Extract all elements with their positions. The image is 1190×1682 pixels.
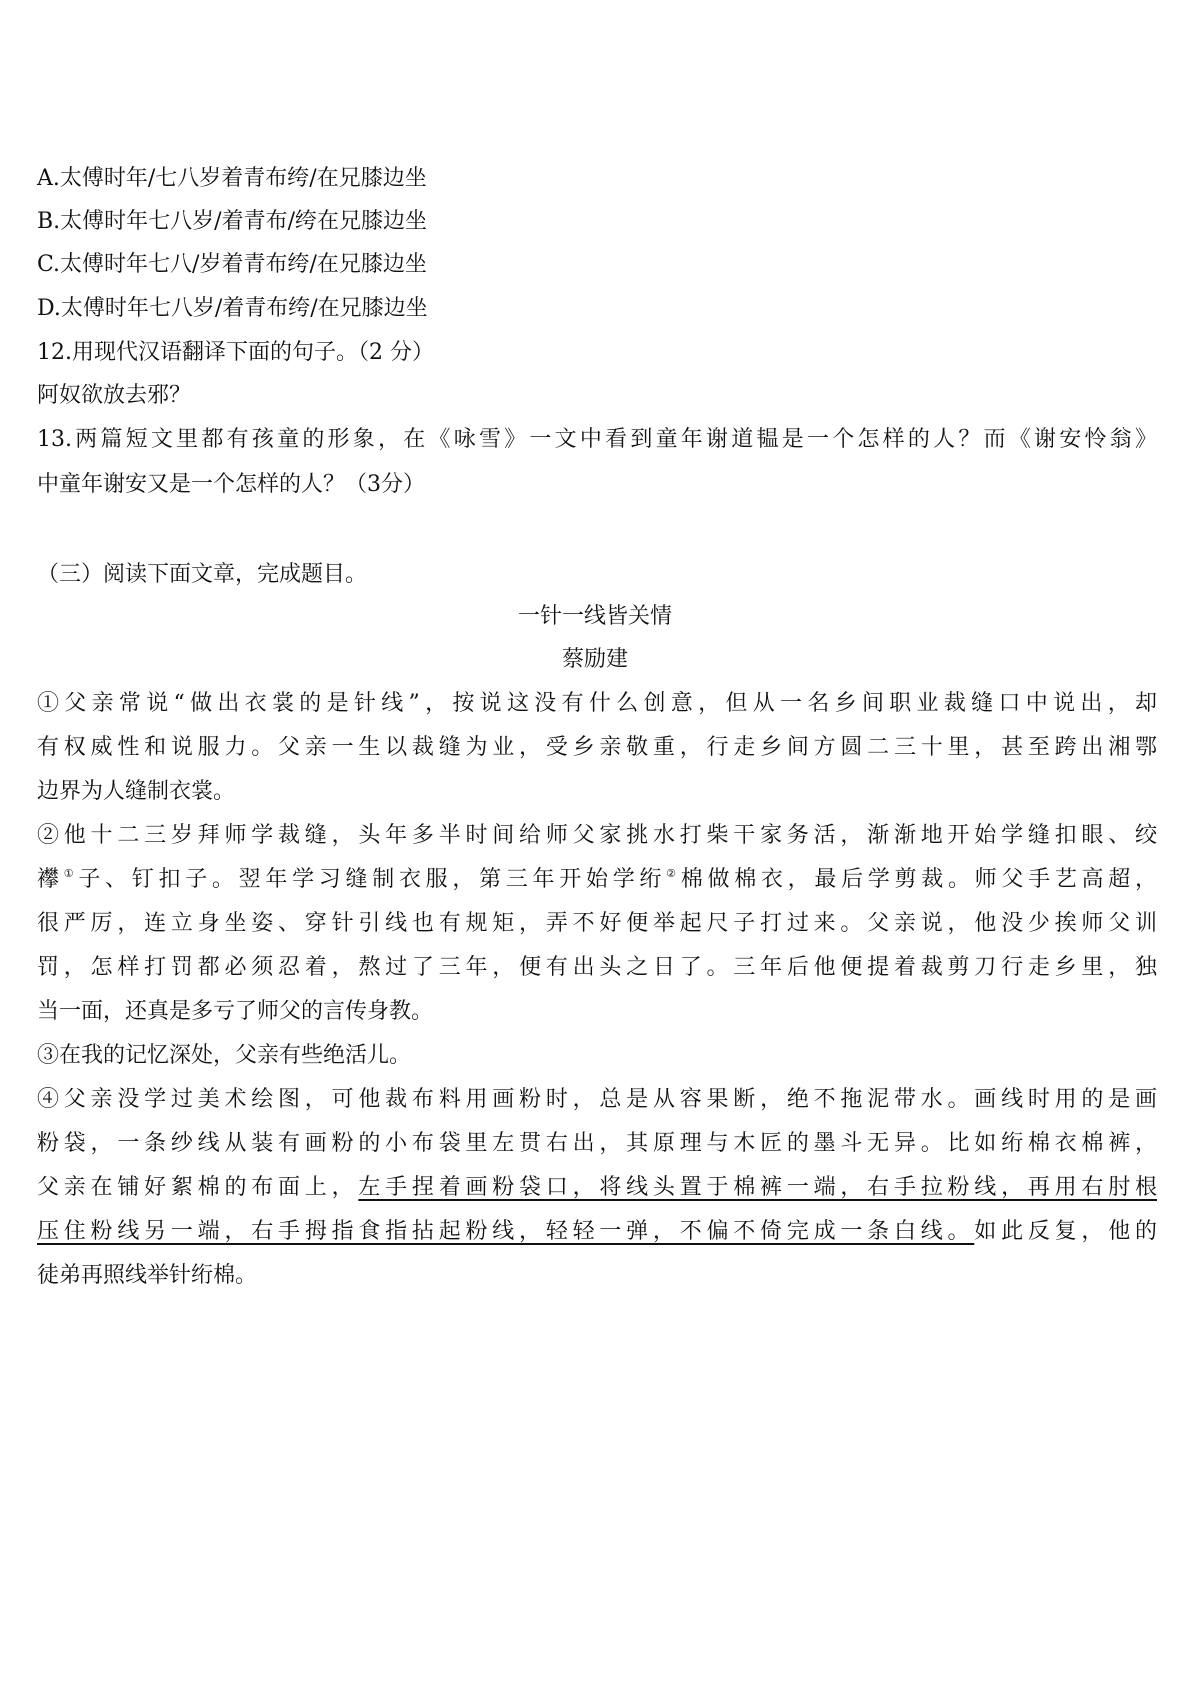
article-author: 蔡励建: [561, 647, 628, 672]
paragraph-1-line-3: 边界为人缝制衣裳。: [37, 779, 236, 804]
paragraph-2-text: 棉做棉衣，最后学剪裁。师父手艺高超，: [680, 867, 1157, 892]
option-d: D.太傅时年七八岁/着青布绔/在兄膝边坐: [37, 296, 428, 321]
paragraph-2-line-3: 很严厉，连立身坐姿、穿针引线也有规矩，弄不好便举起尺子打过来。父亲说，他没少挨师父训: [37, 911, 1157, 936]
paragraph-1-line-1: ①父亲常说“做出衣裳的是针线”，按说这没有什么创意，但从一名乡间职业裁缝口中说出，却: [37, 691, 1157, 716]
paragraph-2-line-2: [37, 867, 1157, 893]
question-12-stem: 12.用现代汉语翻译下面的句子。（2 分）: [37, 340, 434, 365]
underlined-sentence-part-1: 左手捏着画粉袋口，将线头置于棉裤一端，右手拉粉线，再用右肘根: [358, 1175, 1157, 1200]
paragraph-1-line-2: 有权威性和说服力。父亲一生以裁缝为业，受乡亲敬重，行走乡间方圆二三十里，甚至跨出湘鄂: [37, 735, 1157, 760]
paragraph-2-line-4: 罚，怎样打罚都必须忍着，熬过了三年，便有出头之日了。三年后他便提着裁剪刀行走乡里，独: [37, 955, 1157, 980]
paragraph-4-line-3: [37, 1175, 1157, 1201]
paragraph-4-line-2: 粉袋，一条纱线从装有画粉的小布袋里左贯右出，其原理与木匠的墨斗无异。比如绗棉衣棉裤，: [37, 1131, 1157, 1156]
option-b: B.太傅时年七八岁/着青布/绔在兄膝边坐: [37, 209, 427, 234]
paragraph-4-line-4: [37, 1219, 1157, 1245]
article-title: 一针一线皆关情: [517, 604, 672, 629]
question-12-sentence: 阿奴欲放去邪？: [37, 383, 192, 408]
paragraph-2-text: 襻: [37, 867, 64, 892]
paragraph-2-line-1: ②他十二三岁拜师学裁缝，头年多半时间给师父家挑水打柴干家务活，渐渐地开始学缝扣眼、绞: [37, 823, 1157, 848]
paragraph-4-line-5: 徒弟再照线举针绗棉。: [37, 1263, 258, 1288]
option-c: C.太傅时年七八/岁着青布绔/在兄膝边坐: [37, 252, 427, 277]
paragraph-4-line-1: ④父亲没学过美术绘图，可他裁布料用画粉时，总是从容果断，绝不拖泥带水。画线时用的是画: [37, 1087, 1157, 1112]
question-13-line-2: 中童年谢安又是一个怎样的人？（3分）: [37, 472, 425, 497]
paragraph-4-text: 父亲在铺好絮棉的布面上，: [37, 1175, 359, 1200]
paragraph-2-line-5: 当一面，还真是多亏了师父的言传身教。: [37, 999, 434, 1024]
paragraph-4-text: 如此反复，他的: [974, 1219, 1157, 1244]
footnote-marker-2: ②: [666, 867, 681, 880]
paragraph-2-text: 子、钉扣子。翌年学习缝制衣服，第三年开始学绗: [78, 867, 667, 892]
footnote-marker-1: ①: [63, 867, 79, 880]
paragraph-3: ③在我的记忆深处，父亲有些绝活儿。: [37, 1043, 412, 1068]
question-13-line-1: 13.两篇短文里都有孩童的形象，在《咏雪》一文中看到童年谢道韫是一个怎样的人？而《谢安怜翁》: [37, 427, 1157, 452]
underlined-sentence-part-2: 压住粉线另一端，右手拇指食指拈起粉线，轻轻一弹，不偏不倚完成一条白线。: [37, 1219, 975, 1244]
option-a: A.太傅时年/七八岁着青布绔/在兄膝边坐: [37, 166, 427, 191]
section-heading: （三）阅读下面文章，完成题目。: [37, 562, 368, 587]
